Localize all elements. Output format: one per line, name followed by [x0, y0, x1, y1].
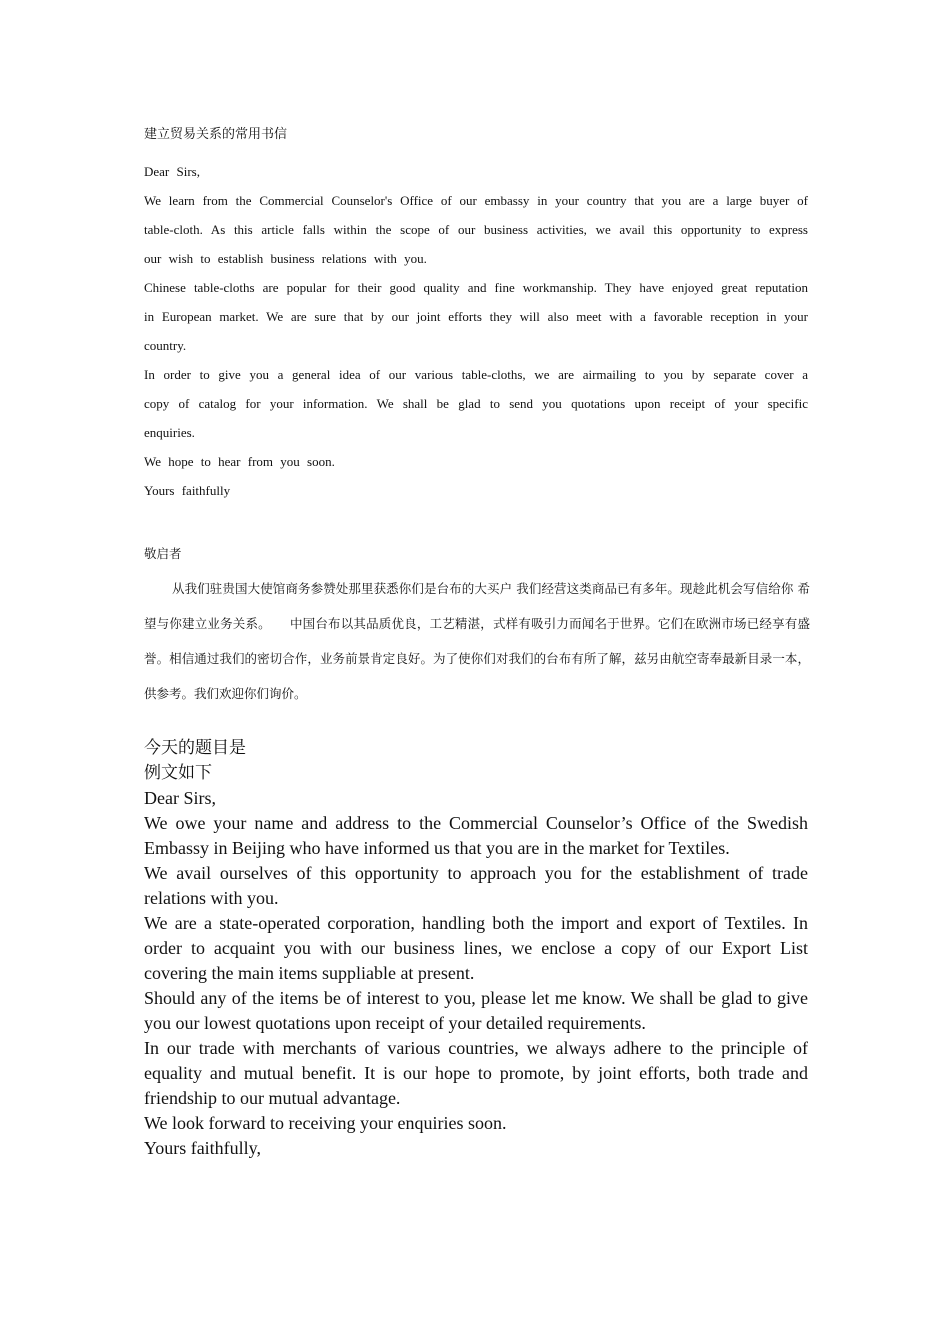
letter-two-paragraph: We avail ourselves of this opportunity to approach you for the establishment of trade relations with you. — [144, 863, 808, 908]
letter-two-paragraph: We look forward to receiving your enquiries soon. — [144, 1113, 507, 1133]
chinese-body: 从我们驻贵国大使馆商务参赞处那里获悉你们是台布的大买户 我们经营这类商品已有多年。现趁此机会写信给你 希望与你建立业务关系。 中国台布以其品质优良，工艺精湛，式样有吸引力而闻名于世界。它们在欧洲市场已经享有盛誉。相信通过我们的密切合作，业务前景肯定良好。为了使你们对我们的台布有所了解，兹另由航空寄奉最新目录一本，供参考。我们欢迎你们询价。 — [144, 581, 810, 701]
letter-two-salutation: Dear Sirs, — [144, 788, 216, 808]
letter-one-paragraph: We learn from the Commercial Counselor's Office of our embassy in your country that you are a large buyer of table-cloth. As this article falls within the scope of our business activities, we avail this opportunity to express our wish to establish business relations with you. — [144, 193, 808, 266]
letter-one-closing: Yours faithfully — [144, 483, 231, 498]
example-line: 例文如下 — [144, 763, 212, 783]
letter-one-paragraph: Chinese table-cloths are popular for their good quality and fine workmanship. They have enjoyed great reputation in European market. We are sure that by our joint efforts they will also meet with a favorable reception in your country. — [144, 280, 808, 353]
letter-two-paragraph: In our trade with merchants of various countries, we always adhere to the principle of equality and mutual benefit. It is our hope to promote, by joint efforts, both trade and friendship to our mutual advantage. — [144, 1038, 808, 1108]
letter-one — [144, 157, 808, 505]
letter-two-paragraph: We are a state-operated corporation, handling both the import and export of Textiles. In order to acquaint you with our business lines, we enclose a copy of our Export List covering the main items suppliable at present. — [144, 913, 808, 983]
letter-two-closing: Yours faithfully, — [144, 1138, 262, 1158]
letter-one-salutation: Dear Sirs, — [144, 164, 200, 179]
letter-two-paragraph: Should any of the items be of interest to you, please let me know. We shall be glad to give you our lowest quotations upon receipt of your detailed requirements. — [144, 988, 808, 1033]
chinese-translation — [144, 536, 810, 711]
letter-one-paragraph: We hope to hear from you soon. — [144, 454, 335, 469]
letter-one-paragraph: In order to give you a general idea of our various table-cloths, we are airmailing to you by separate cover a copy of catalog for your information. We shall be glad to send you quotations upon receipt of your specific enquiries. — [144, 367, 808, 440]
letter-two — [144, 736, 808, 1161]
document-title: 建立贸易关系的常用书信 — [144, 127, 288, 142]
letter-two-paragraph: We owe your name and address to the Commercial Counselor’s Office of the Swedish Embassy in Beijing who have informed us that you are in the market for Textiles. — [144, 813, 808, 858]
chinese-salutation: 敬启者 — [144, 546, 182, 561]
topic-line: 今天的题目是 — [144, 738, 246, 758]
